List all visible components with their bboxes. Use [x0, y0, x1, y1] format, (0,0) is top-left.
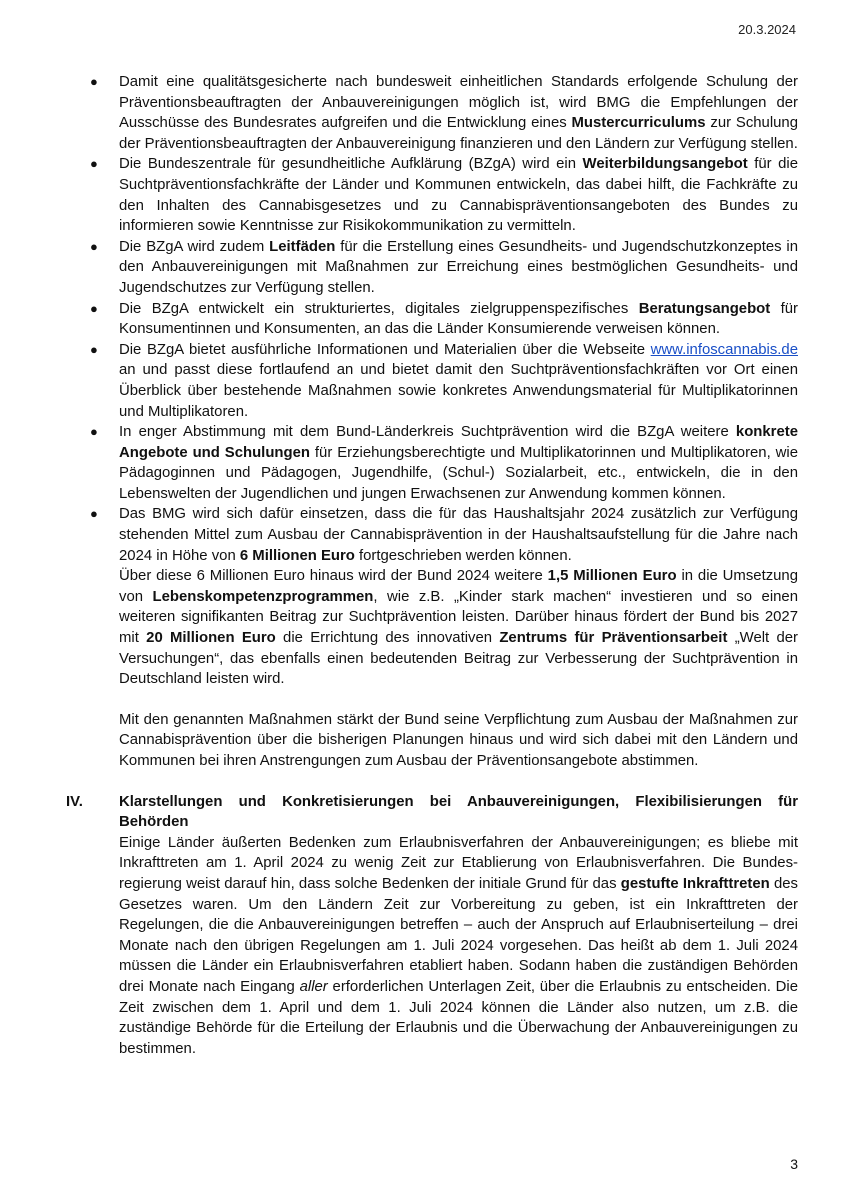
bullet-icon: ●: [90, 506, 98, 522]
text-run: erforderlichen Unterlagen Zeit, über die Erlaubnis zu entscheiden. Die Zeit zwischen dem 1. April und dem 1. Juli 2024 können die Länder also nutzen, um z.B. die zuständige Behörde für die Erteilung der Erlaubnis und die Überwachung der Anbauvereinigungen zu bestimmen.: [119, 978, 798, 1057]
bold-text: Leitfäden: [269, 238, 336, 255]
bold-text: 20 Millionen Euro: [146, 630, 276, 647]
section-body: [0, 833, 866, 1060]
text-run: Damit eine qualitätsgesicherte nach bundesweit einheitlichen Standards erfolgende Schulung der Präventionsbeauftragten der Anbauvereinigungen möglich ist, wird BMG die Empfehlungen der Ausschüsse des Bundesrates aufgreifen und die Entwicklung eines: [119, 74, 798, 132]
bold-text: 6 Millionen Euro: [239, 547, 355, 564]
bullet-item: [0, 72, 866, 154]
bullet-icon: ●: [90, 74, 98, 89]
text-run: für Konsumentinnen und Konsumenten, an das die Länder Konsumierende verweisen können.: [119, 300, 799, 338]
text-run: fortgeschrieben werden können.: [354, 547, 572, 564]
bullet-icon: ●: [90, 300, 98, 316]
bold-text: Lebenskompetenzprogrammen: [152, 588, 374, 605]
header-date: 20.3.2024: [738, 22, 796, 37]
bullet-item: [0, 237, 866, 299]
bold-text: konkrete Angebote und Schulungen: [119, 424, 798, 461]
bullet-item: [0, 504, 866, 566]
text-run: an und passt diese fortlaufend an und bietet damit den Suchtpräventionsfachkräften vor Ort einen Überblick über bestehende Maßnahmen sowie konkretes Anwendungsmaterial für Multiplikatorinnen und Multiplikatoren.: [119, 362, 798, 420]
bullet-icon: ●: [90, 341, 98, 357]
bullet-item: [0, 154, 866, 236]
page-content: [0, 72, 866, 1059]
bullet-item: [0, 299, 866, 340]
bold-text: Weiterbildungsangebot: [582, 156, 748, 173]
text-run: Die Bundeszentrale für gesundheitliche Aufklärung (BZgA) wird ein: [119, 156, 583, 173]
text-run: Die BZgA entwickelt ein strukturiertes, digitales zielgruppenspezifisches: [119, 300, 639, 317]
website-link[interactable]: www.infoscannabis.de: [650, 341, 798, 358]
text-run: in die Umsetzung von: [119, 568, 798, 605]
text-run: , wie z.B. „Kinder stark machen“ investieren und so einen weiteren signifikanten Beitrag zur Suchtprävention leisten. Darüber hinaus fördert der Bund bis 2027 mit: [119, 588, 798, 647]
summary-paragraph: Mit den genannten Maßnahmen stärkt der Bund seine Verpflichtung zum Ausbau der Maßnahmen zur Cannabisprävention über die bisherigen Planungen hinaus und wird sich dabei mit den Ländern und Kommunen bei ihren Anstrengungen zum Ausbau der Präventionsangebote abstimmen.: [119, 711, 798, 769]
bold-text: Mustercurriculums: [571, 115, 706, 132]
section-heading: Klarstellungen und Konkretisierungen bei Anbauvereinigungen, Flexibilisierungen für Behörden: [119, 793, 798, 831]
bold-text: Beratungsangebot: [638, 300, 771, 317]
text-run: des Gesetzes waren. Um den Ländern Zeit zur Vorbereitung zu geben, ist ein Inkrafttreten der Regelungen, die die Anbauvereinigungen betreffen – auch der Anspruch auf Erlaubniserteilung – drei Monate nach den übrigen Regelungen am 1. Juli 2024 vorgesehen. Das heißt ab dem 1. Juli 2024 müssen die Länder ein Erlaubnisverfahren etabliert haben. Sodann haben die zuständigen Behörden drei Monate nach Eingang: [119, 875, 798, 995]
continuation-paragraph: [0, 566, 866, 690]
text-run: Die BZgA bietet ausführliche Informationen und Materialien über die Webseite: [119, 341, 651, 358]
text-run: für die Erstellung eines Gesundheits- und Jugendschutzkonzeptes in den Anbauvereinigungen mit Maßnahmen zur Erreichung eines bestmöglichen Gesundheits- und Jugendschutzes zur Verfügung stellen.: [119, 238, 798, 296]
text-run: für die Suchtpräventionsfachkräfte der Länder und Kommunen entwickeln, das dabei hilft, die Fachkräfte zu den Inhalten des Cannabisgesetzes und zu Cannabispräventionsangeboten des Bundes zu informieren sowie Kenntnisse zur Risikokommunikation zu vermitteln.: [119, 156, 799, 235]
text-run: In enger Abstimmung mit dem Bund-Länderkreis Suchtprävention wird die BZgA weitere: [119, 424, 736, 441]
bold-text: gestufte Inkrafttreten: [620, 875, 770, 892]
bold-text: 1,5 Millionen Euro: [547, 568, 677, 585]
bullet-icon: ●: [90, 156, 98, 172]
text-run: für Erziehungsberechtigte und Multiplikatorinnen und Multiplikatoren, wie Pädagoginnen und Pädagogen, Jugendhilfe, (Schul-) Sozialarbeit, etc., entwickeln, die in den Lebenswelten der Jugendlichen und jungen Erwachsenen zur Anwendung kommen können.: [119, 444, 798, 502]
italic-text: aller: [299, 978, 328, 995]
page-number: 3: [790, 1156, 798, 1172]
text-run: Die BZgA wird zudem: [119, 238, 270, 255]
text-run: Einige Länder äußerten Bedenken zum Erlaubnisverfahren der Anbauvereinigungen; es bliebe mit Inkrafttreten am 1. April 2024 zu wenig Zeit zur Etablierung von Erlaubnisverfahren. Die Bundesregierung weist darauf hin, dass solche Bedenken der initiale Grund für das: [119, 834, 798, 892]
section-iv: [0, 792, 866, 1060]
text-run: die Errichtung des innovativen: [275, 630, 500, 647]
bullet-item: [0, 422, 866, 504]
text-run: zur Schulung der Präventionsbeauftragten der Anbauvereinigung finanzieren und den Ländern zur Verfügung stellen.: [119, 115, 798, 152]
section-number: IV.: [66, 793, 83, 810]
measures-bullet-list: [0, 72, 866, 566]
bullet-item: [0, 340, 866, 422]
bullet-icon: ●: [90, 424, 98, 440]
bold-text: Zentrums für Präventionsarbeit: [499, 630, 728, 647]
bullet-icon: ●: [90, 238, 98, 254]
text-run: Über diese 6 Millionen Euro hinaus wird der Bund 2024 weitere: [119, 568, 548, 585]
text-run: „Welt der Versuchungen“, das ebenfalls einen bedeutenden Beitrag zur Verbesserung der Suchtprävention in Deutschland leisten wird.: [119, 630, 798, 688]
text-run: Das BMG wird sich dafür einsetzen, dass die für das Haushaltsjahr 2024 zusätzlich zur Verfügung stehenden Mittel zum Ausbau der Cannabisprävention in der Haushaltsaufstellung für die Jahre nach 2024 in Höhe von: [119, 506, 798, 564]
